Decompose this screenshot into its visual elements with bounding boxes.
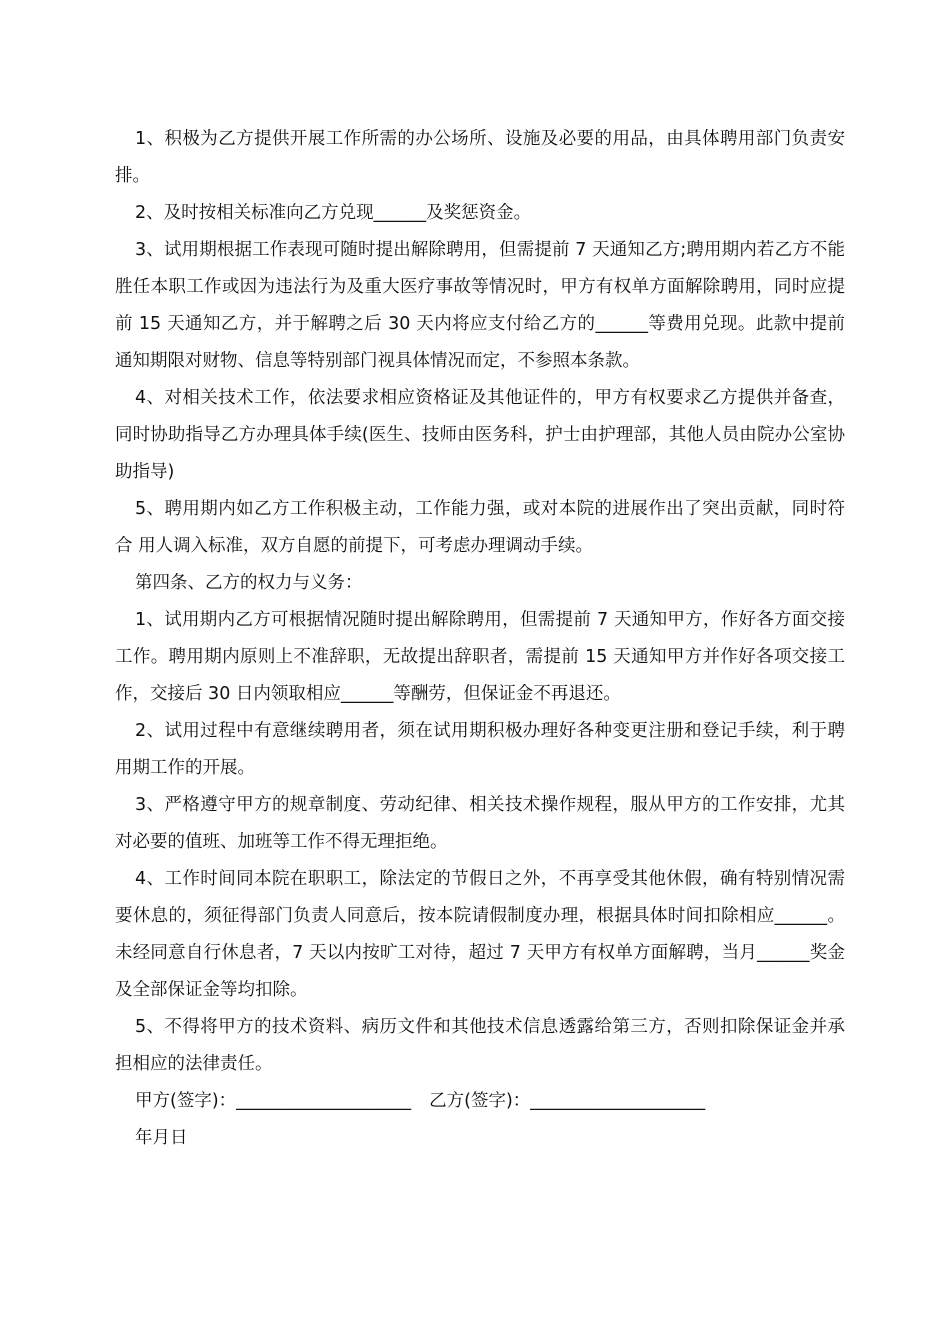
date-line: 年月日 — [135, 1128, 188, 1148]
paragraph-clause-4-2: 2、试用过程中有意继续聘用者，须在试用期积极办理好各种变更注册和登记手续，利于聘用期工作的开展。 — [115, 721, 845, 778]
signature-line — [115, 1083, 845, 1120]
paragraph-clause-3-3: 3、试用期根据工作表现可随时提出解除聘用，但需提前 7 天通知乙方;聘用期内若乙方不能胜任本职工作或因为违法行为及重大医疗事故等情况时，甲方有权单方面解除聘用，同时应提前 15 天通知乙方，并于解聘之后 30 天内将应支付给乙方的______等费用兑现。此款中提前通知期限对财物、信息等特别部门视具体情况而定，不参照本条款。 — [115, 240, 845, 371]
section-heading-article-4: 第四条、乙方的权力与义务： — [135, 573, 363, 593]
party-b-signature: 乙方(签字)：____________________ — [429, 1091, 706, 1111]
paragraph-clause-3-5: 5、聘用期内如乙方工作积极主动，工作能力强，或对本院的进展作出了突出贡献，同时符合 用人调入标准，双方自愿的前提下，可考虑办理调动手续。 — [115, 499, 845, 556]
paragraph-clause-4-1: 1、试用期内乙方可根据情况随时提出解除聘用，但需提前 7 天通知甲方，作好各方面交接工作。聘用期内原则上不准辞职，无故提出辞职者，需提前 15 天通知甲方并作好各项交接工作，交接后 30 日内领取相应______等酬劳，但保证金不再退还。 — [115, 610, 845, 704]
paragraph-clause-3-2: 2、及时按相关标准向乙方兑现______及奖惩资金。 — [135, 203, 532, 223]
paragraph-clause-3-4: 4、对相关技术工作，依法要求相应资格证及其他证件的，甲方有权要求乙方提供并备查，同时协助指导乙方办理具体手续(医生、技师由医务科，护士由护理部，其他人员由院办公室协助指导) — [115, 388, 845, 482]
paragraph-clause-4-5: 5、不得将甲方的技术资料、病历文件和其他技术信息透露给第三方，否则扣除保证金并承担相应的法律责任。 — [115, 1017, 845, 1074]
party-a-signature: 甲方(签字)：____________________ — [135, 1091, 412, 1111]
paragraph-clause-3-1: 1、积极为乙方提供开展工作所需的办公场所、设施及必要的用品，由具体聘用部门负责安排。 — [115, 129, 845, 186]
paragraph-clause-4-4: 4、工作时间同本院在职职工，除法定的节假日之外，不再享受其他休假，确有特别情况需要休息的，须征得部门负责人同意后，按本院请假制度办理，根据具体时间扣除相应______。未经同意自行休息者，7 天以内按旷工对待，超过 7 天甲方有权单方面解聘，当月______奖金及全部保证金等均扣除。 — [115, 869, 845, 1000]
document-body — [115, 121, 845, 1157]
paragraph-clause-4-3: 3、严格遵守甲方的规章制度、劳动纪律、相关技术操作规程，服从甲方的工作安排，尤其对必要的值班、加班等工作不得无理拒绝。 — [115, 795, 845, 852]
